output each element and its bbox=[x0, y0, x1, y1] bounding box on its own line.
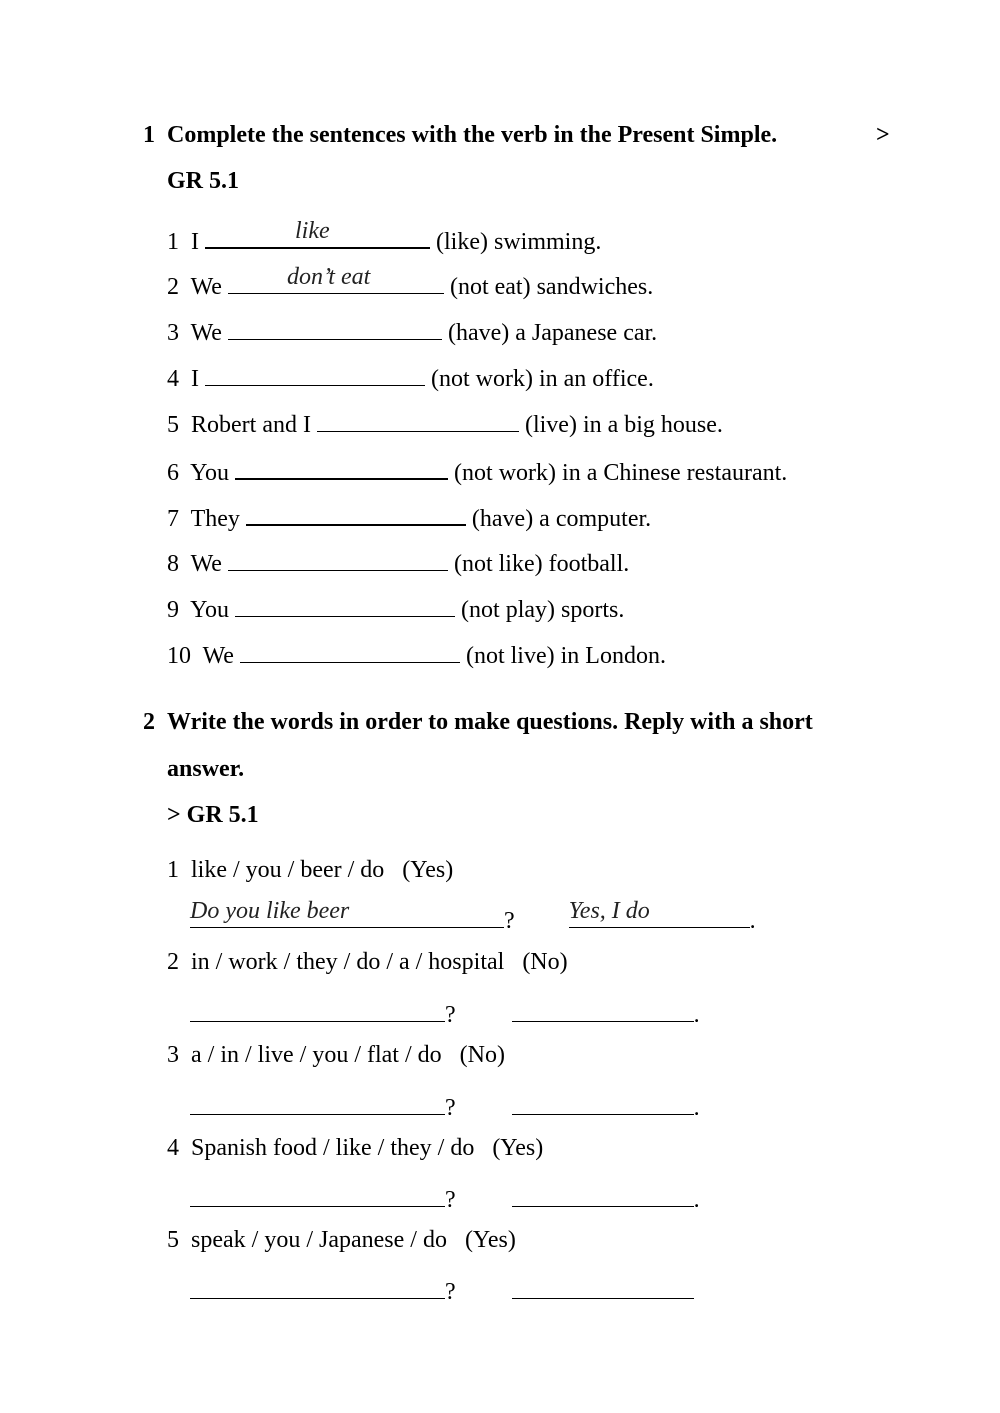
ex1-item-2 bbox=[167, 264, 654, 302]
question-mark: ? bbox=[504, 908, 515, 934]
item-cue: (not live) in London. bbox=[465, 643, 666, 669]
item-number: 1 bbox=[167, 229, 179, 255]
ex1-item-4 bbox=[167, 359, 654, 394]
answer-blank[interactable] bbox=[235, 452, 448, 480]
question-mark: ? bbox=[445, 1187, 456, 1213]
answer-blank[interactable] bbox=[205, 218, 430, 249]
item-subject: We bbox=[202, 643, 234, 669]
ex2-item-3-answer-row bbox=[190, 1088, 700, 1123]
ex2-item-1-answer-row bbox=[190, 898, 756, 936]
ex2-item-4-prompt bbox=[167, 1133, 543, 1163]
item-subject: I bbox=[191, 229, 199, 255]
exercise-1-ref-code: GR 5.1 bbox=[167, 168, 239, 194]
exercise-2-instruction-line-1: Write the words in order to make questions. Reply with a short bbox=[167, 709, 813, 735]
ex2-item-2-prompt bbox=[167, 947, 568, 977]
item-cue: (not like) football. bbox=[453, 551, 630, 577]
answer-text: don’t eat bbox=[286, 264, 371, 290]
ex1-item-9 bbox=[167, 590, 624, 625]
ex1-item-3 bbox=[167, 313, 657, 348]
word-prompt: speak / you / Japanese / do bbox=[191, 1227, 447, 1253]
ex2-item-1-prompt bbox=[167, 855, 453, 885]
item-cue: (not work) in an office. bbox=[431, 366, 654, 392]
question-blank[interactable] bbox=[190, 898, 504, 928]
answer-blank[interactable] bbox=[205, 359, 425, 386]
end-punctuation: . bbox=[749, 908, 756, 934]
item-subject: We bbox=[190, 551, 222, 577]
answer-blank[interactable] bbox=[228, 264, 444, 294]
ex1-item-8 bbox=[167, 544, 629, 579]
item-number: 7 bbox=[167, 506, 179, 532]
question-blank[interactable] bbox=[190, 1180, 445, 1207]
reply-blank[interactable] bbox=[512, 995, 694, 1022]
end-punctuation: . bbox=[693, 1187, 700, 1213]
item-cue: (live) in a big house. bbox=[524, 412, 723, 438]
answer-hint: (Yes) bbox=[402, 857, 454, 883]
ex2-item-2-answer-row bbox=[190, 995, 700, 1030]
question-blank[interactable] bbox=[190, 1272, 445, 1299]
item-subject: We bbox=[190, 320, 222, 346]
item-number: 4 bbox=[167, 366, 179, 392]
item-cue: (not eat) sandwiches. bbox=[449, 274, 654, 300]
item-number: 8 bbox=[167, 551, 179, 577]
reply-blank[interactable] bbox=[512, 1272, 694, 1299]
word-prompt: Spanish food / like / they / do bbox=[191, 1135, 475, 1161]
answer-hint: (No) bbox=[522, 949, 568, 975]
item-cue: (have) a computer. bbox=[471, 506, 652, 532]
reply-blank[interactable] bbox=[568, 898, 750, 928]
end-punctuation: . bbox=[693, 1002, 700, 1028]
ex1-item-1 bbox=[167, 218, 602, 257]
item-number: 2 bbox=[167, 274, 179, 300]
answer-blank[interactable] bbox=[235, 590, 455, 617]
question-mark: ? bbox=[445, 1095, 456, 1121]
ex2-item-5-answer-row bbox=[190, 1272, 694, 1307]
item-subject: They bbox=[190, 506, 240, 532]
question-mark: ? bbox=[445, 1279, 456, 1305]
item-cue: (not work) in a Chinese restaurant. bbox=[454, 460, 788, 486]
item-cue: (not play) sports. bbox=[461, 597, 625, 623]
end-punctuation: . bbox=[693, 1095, 700, 1121]
exercise-2-instruction-line-2: answer. bbox=[167, 756, 245, 782]
ex1-item-5 bbox=[167, 405, 723, 440]
item-number: 2 bbox=[167, 949, 179, 975]
reply-answer-text: Yes, I do bbox=[568, 898, 650, 924]
answer-blank[interactable] bbox=[228, 313, 442, 340]
item-number: 1 bbox=[167, 857, 179, 883]
answer-blank[interactable] bbox=[228, 544, 448, 571]
ex2-item-4-answer-row bbox=[190, 1180, 700, 1215]
answer-hint: (Yes) bbox=[492, 1135, 544, 1161]
answer-hint: (Yes) bbox=[464, 1227, 516, 1253]
item-number: 10 bbox=[167, 643, 191, 669]
exercise-1-ref-arrow: > bbox=[876, 122, 890, 148]
question-mark: ? bbox=[445, 1002, 456, 1028]
item-subject: Robert and I bbox=[191, 412, 311, 438]
answer-blank[interactable] bbox=[317, 405, 519, 432]
item-subject: We bbox=[190, 274, 222, 300]
question-blank[interactable] bbox=[190, 995, 445, 1022]
item-number: 5 bbox=[167, 412, 179, 438]
reply-blank[interactable] bbox=[512, 1088, 694, 1115]
question-blank[interactable] bbox=[190, 1088, 445, 1115]
item-subject: You bbox=[190, 597, 230, 623]
ex2-item-5-prompt bbox=[167, 1225, 516, 1255]
item-number: 6 bbox=[167, 460, 179, 486]
reply-blank[interactable] bbox=[512, 1180, 694, 1207]
ex2-item-3-prompt bbox=[167, 1040, 505, 1070]
word-prompt: in / work / they / do / a / hospital bbox=[191, 949, 505, 975]
answer-hint: (No) bbox=[459, 1042, 505, 1068]
question-answer-text: Do you like beer bbox=[190, 898, 350, 924]
item-number: 5 bbox=[167, 1227, 179, 1253]
exercise-1-instruction: Complete the sentences with the verb in the Present Simple. bbox=[167, 122, 778, 148]
exercise-2-ref: > GR 5.1 bbox=[167, 802, 259, 828]
answer-blank[interactable] bbox=[246, 498, 466, 526]
answer-text: like bbox=[295, 218, 330, 244]
item-subject: I bbox=[191, 366, 199, 392]
item-subject: You bbox=[190, 460, 230, 486]
ex1-item-7 bbox=[167, 498, 651, 534]
item-number: 3 bbox=[167, 320, 179, 346]
ex1-item-6 bbox=[167, 452, 787, 488]
word-prompt: like / you / beer / do bbox=[191, 857, 385, 883]
answer-blank[interactable] bbox=[240, 636, 460, 663]
exercise-1-number: 1 bbox=[143, 122, 155, 148]
word-prompt: a / in / live / you / flat / do bbox=[191, 1042, 442, 1068]
item-number: 9 bbox=[167, 597, 179, 623]
ex1-item-10 bbox=[167, 636, 666, 671]
item-cue: (have) a Japanese car. bbox=[447, 320, 658, 346]
item-number: 4 bbox=[167, 1135, 179, 1161]
item-number: 3 bbox=[167, 1042, 179, 1068]
item-cue: (like) swimming. bbox=[436, 229, 602, 255]
exercise-2-number: 2 bbox=[143, 709, 155, 735]
